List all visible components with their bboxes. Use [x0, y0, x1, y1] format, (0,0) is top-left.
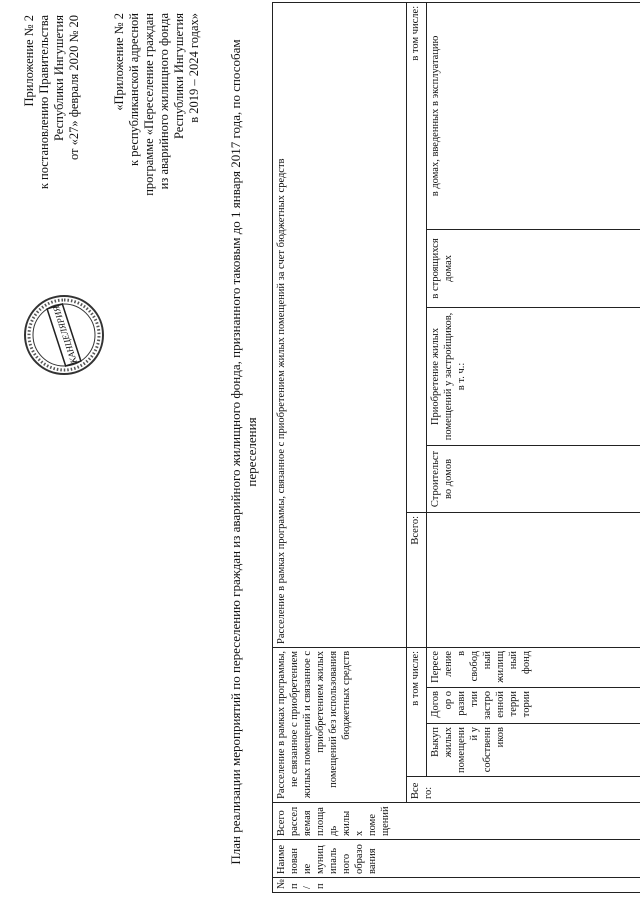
- program-line: в 2019 – 2024 годах»: [187, 13, 201, 123]
- header-including-2: в том числе:: [407, 2, 427, 512]
- program-line: программе «Переселение граждан: [142, 13, 156, 196]
- header-acq-building: в строящихся домах: [427, 229, 640, 307]
- header-construction: Строительство домов: [427, 445, 640, 512]
- appendix-line: к постановлению Правительства: [37, 15, 51, 190]
- appendix-line: Приложение № 2: [22, 15, 36, 107]
- seal-text: КАНЦЕЛЯРИЯ: [50, 304, 79, 365]
- document-title: План реализации мероприятий по переселению граждан из аварийного жилищного фонда, признанного таковым до 1 января 2017 года, по способам переселения: [228, 39, 259, 865]
- header-blank: [427, 512, 640, 647]
- header-not-budget-group: Расселение в рамках программы, не связанное с приобретением жилых помещений и связанное с приобретением жилых помещений без использования бюджетных средств: [273, 647, 407, 802]
- header-resettle: Переселение в свободный жилищный фонд: [427, 647, 640, 687]
- header-total-2: Всего:: [407, 512, 427, 647]
- header-num: № п / п: [273, 878, 640, 893]
- header-budget-group: Расселение в рамках программы, связанное с приобретением жилых помещений за счет бюджетных средств: [273, 2, 407, 647]
- header-including: в том числе:: [407, 647, 427, 776]
- header-total-area: Всего расселяемая площадь жилых помещений: [273, 803, 640, 840]
- header-buyout: Выкуп жилых помещений у собственников: [427, 724, 640, 777]
- program-line: к республиканской адресной: [127, 13, 141, 166]
- program-line: из аварийного жилищного фонда: [157, 13, 171, 190]
- header-acq-commissioned: в домах, введенных в эксплуатацию: [427, 2, 640, 229]
- program-line: Республики Ингушетия: [172, 13, 186, 140]
- resettlement-table: [272, 2, 640, 893]
- header-municipality: Наименование муниципального образования: [273, 840, 640, 878]
- program-appendix-block: [112, 13, 202, 245]
- office-seal: [22, 293, 106, 377]
- appendix-line: от «27» февраля 2020 № 20: [67, 15, 81, 161]
- header-acquisition: Приобретение жилых помещений у застройщиков, в т. ч.:: [427, 307, 640, 445]
- program-line: «Приложение № 2: [112, 13, 126, 111]
- appendix-line: Республики Ингушетия: [52, 15, 66, 142]
- header-total: Всего:: [407, 777, 640, 803]
- appendix-block: [22, 15, 82, 215]
- header-contract: Договор о развитии застроенной территории: [427, 688, 640, 724]
